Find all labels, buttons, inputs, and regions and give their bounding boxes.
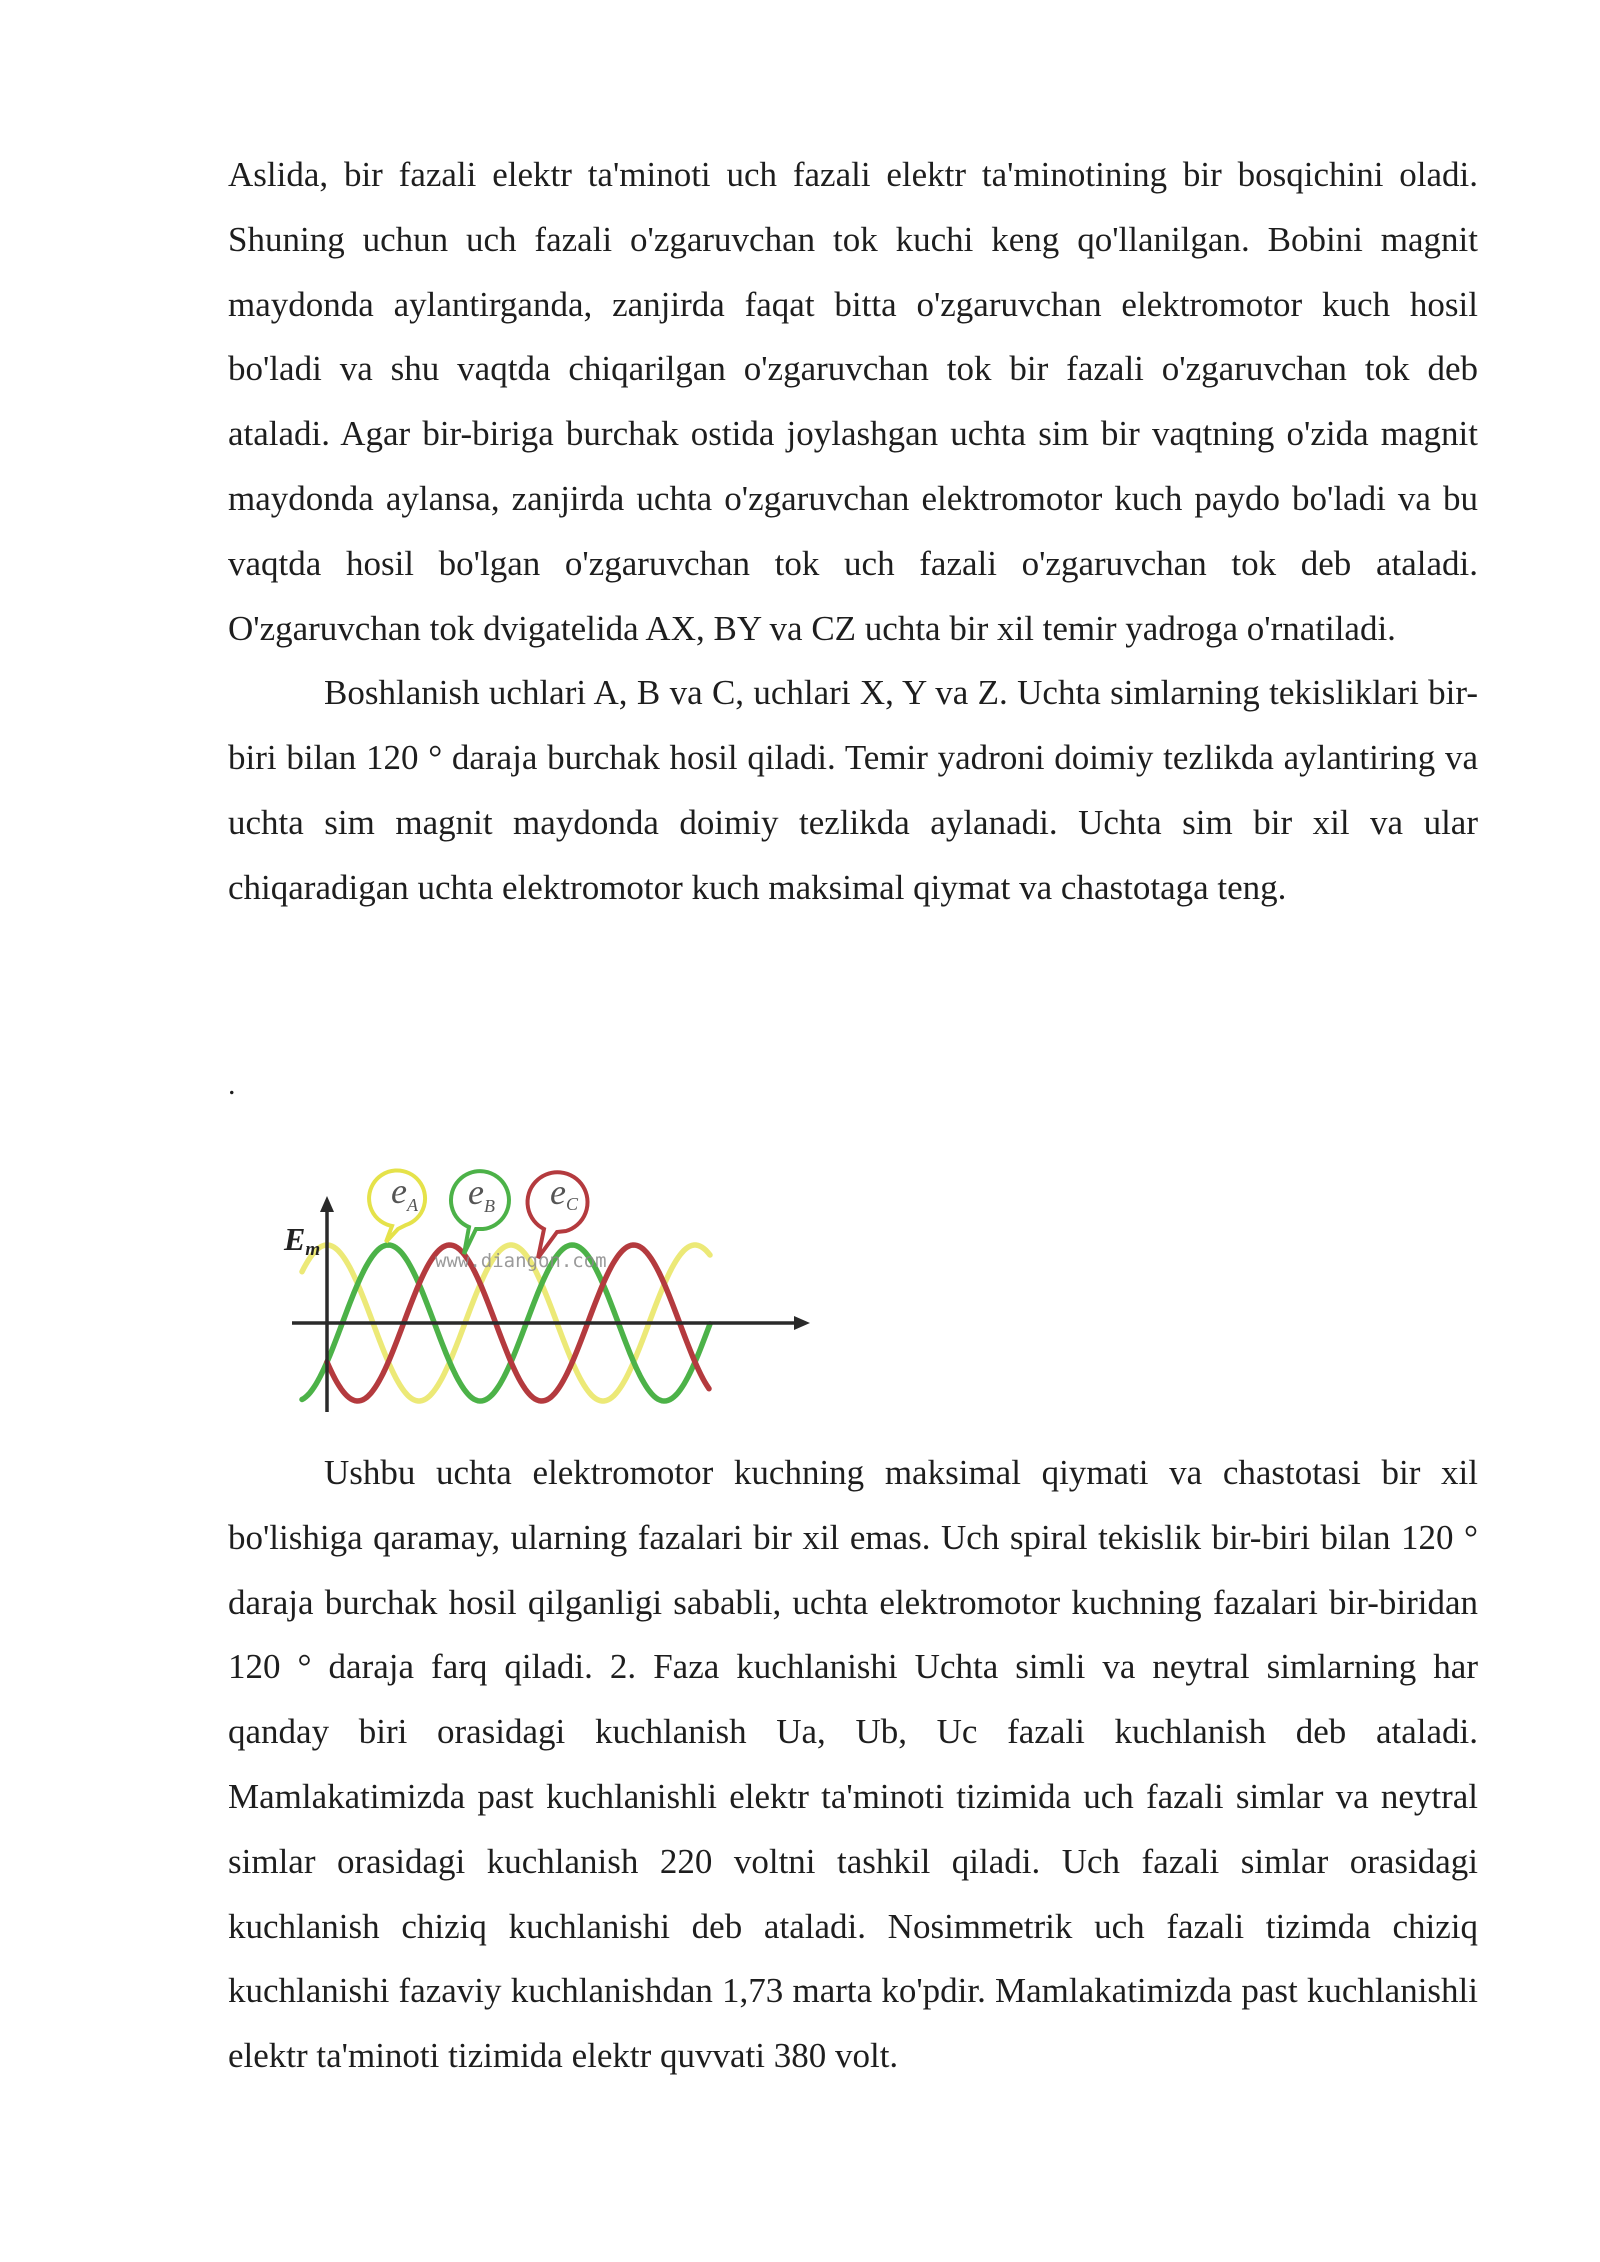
bubble-e-b xyxy=(451,1171,509,1254)
paragraph-3: Ushbu uchta elektromotor kuchning maksimal qiymati va chastotasi bir xil bo'lishiga qaramay, ularning fazalari bir xil emas. Uch spiral tekislik bir-biri bilan 120 ° daraja burchak hosil qilganligi sababli, uchta elektromotor kuchning fazalari bir-biridan 120 ° daraja farq qiladi. 2. Faza kuchlanishi Uchta simli va neytral simlarning har qanday biri orasidagi kuchlanish Ua, Ub, Uc fazali kuchlanish deb ataladi. Mamlakatimizda past kuchlanishli elektr ta'minoti tizimida uch fazali simlar va neytral simlar orasidagi kuchlanish 220 voltni tashkil qiladi. Uch fazali simlar orasidagi kuchlanish chiziq kuchlanishi deb ataladi. Nosimmetrik uch fazali tizimda chiziq kuchlanishi fazaviy kuchlanishdan 1,73 marta ko'pdir. Mamlakatimizda past kuchlanishli elektr ta'minoti tizimida elektr quvvati 380 volt. xyxy=(228,1453,1478,2076)
bubble-e-c-sub: C xyxy=(565,1194,578,1214)
y-axis-label-sub: m xyxy=(305,1239,321,1260)
x-axis-arrow-icon xyxy=(794,1316,810,1330)
bubble-e-a xyxy=(369,1170,425,1242)
bubble-e-b-main: e xyxy=(468,1172,484,1212)
watermark: www.diangon.com xyxy=(435,1250,607,1272)
y-axis-label xyxy=(283,1221,320,1260)
bubble-e-a-sub: A xyxy=(406,1195,418,1215)
paragraph-2: Boshlanish uchlari A, B va C, uchlari X, Y va Z. Uchta simlarning tekisliklari bir-biri bilan 120 ° daraja burchak hosil qiladi. Temir yadroni doimiy tezlikda aylantiring va uchta sim magnit maydonda doimiy tezlikda aylanadi. Uchta sim bir xil va ular chiqaradigan uchta elektromotor kuch maksimal qiymat va chastotaga teng. xyxy=(228,673,1478,907)
bubble-e-c-main: e xyxy=(550,1172,566,1212)
paragraph-1: Aslida, bir fazali elektr ta'minoti uch fazali elektr ta'minotining bir bosqichini oladi. Shuning uchun uch fazali o'zgaruvchan tok kuchi keng qo'llanilgan. Bobini magnit maydonda aylantirganda, zanjirda faqat bitta o'zgaruvchan elektromotor kuch hosil bo'ladi va shu vaqtda chiqarilgan o'zgaruvchan tok bir fazali o'zgaruvchan tok deb ataladi. Agar bir-biriga burchak ostida joylashgan uchta sim bir vaqtning o'zida magnit maydonda aylansa, zanjirda uchta o'zgaruvchan elektromotor kuch paydo bo'ladi va bu vaqtda hosil bo'lgan o'zgaruvchan tok uch fazali o'zgaruvchan tok deb ataladi. O'zgaruvchan tok dvigatelida AX, BY va CZ uchta bir xil temir yadroga o'rnatiladi. xyxy=(228,155,1478,648)
text-block-top xyxy=(228,143,1478,921)
bubble-e-b-sub: B xyxy=(483,1196,495,1216)
stray-dot: . xyxy=(228,1068,236,1101)
y-axis-arrow-icon xyxy=(320,1196,334,1212)
y-axis-label-main: E xyxy=(284,1221,306,1257)
text-block-bottom xyxy=(228,1441,1478,2089)
bubble-e-a-main: e xyxy=(391,1171,407,1211)
three-phase-emf-figure xyxy=(280,1150,840,1440)
